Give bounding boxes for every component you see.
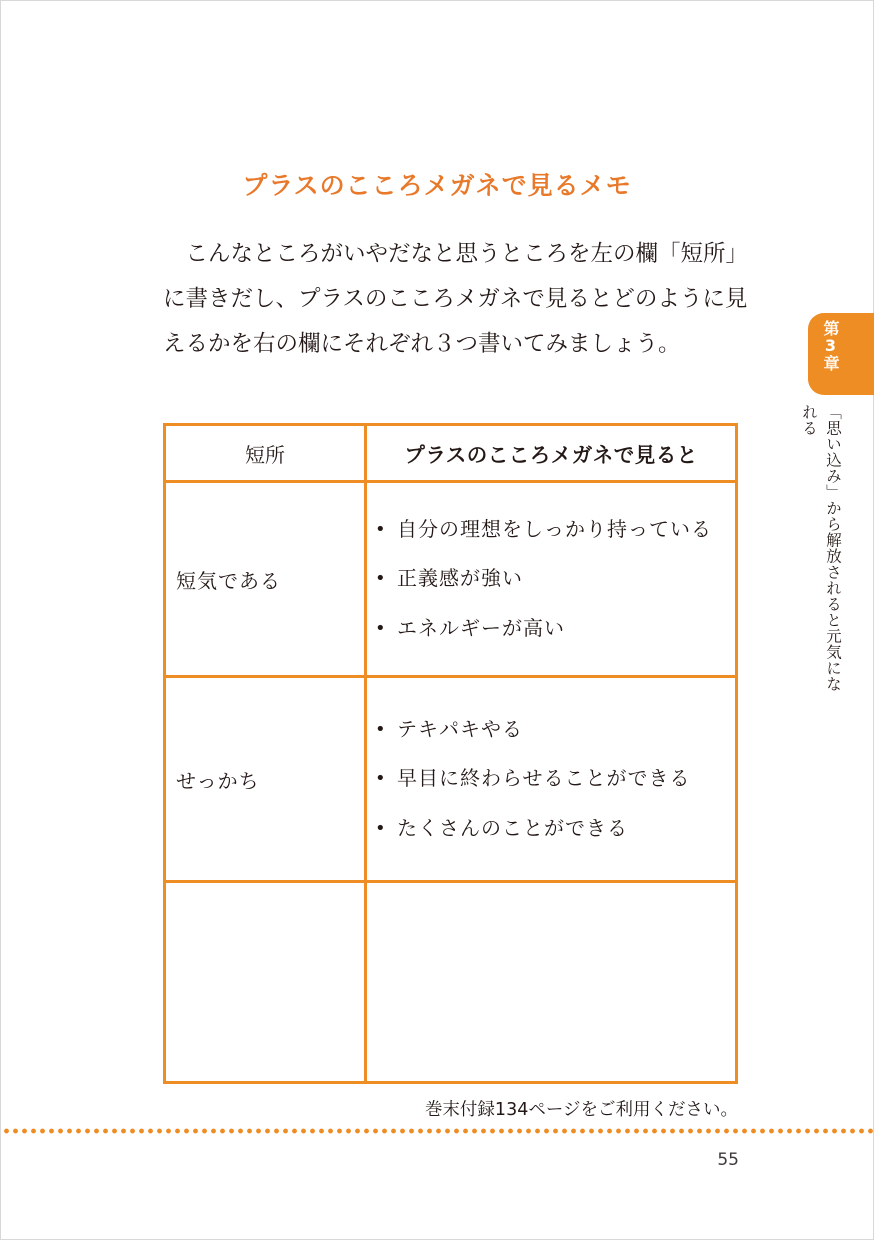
list-item bbox=[375, 754, 735, 804]
bullet-icon: • bbox=[375, 718, 387, 740]
page-title: プラスのこころメガネで見るメモ bbox=[242, 171, 632, 200]
intro-line: こんなところがいやだなと思うところを左の欄「短所」 bbox=[163, 241, 749, 267]
positives-cell bbox=[366, 677, 737, 882]
table-header-row bbox=[165, 425, 737, 482]
positive-text: 自分の理想をしっかり持っている bbox=[397, 516, 713, 541]
intro-line: えるかを右の欄にそれぞれ３つ書いてみましょう。 bbox=[163, 331, 681, 357]
positive-text: エネルギーが高い bbox=[397, 615, 566, 640]
bullet-icon: • bbox=[375, 617, 387, 639]
chapter-tab-label: 第3章 bbox=[821, 320, 840, 371]
positive-text: たくさんのことができる bbox=[397, 815, 629, 840]
positives-cell bbox=[366, 482, 737, 677]
table-row-blank bbox=[165, 882, 737, 1083]
positives-cell-blank[interactable] bbox=[366, 882, 737, 1083]
intro-line: に書きだし、プラスのこころメガネで見るとどのように見 bbox=[163, 286, 748, 312]
intro-paragraph bbox=[163, 232, 753, 367]
positive-text: 正義感が強い bbox=[397, 566, 524, 591]
chapter-side-caption: 「思い込み」から解放されると元気になれる bbox=[800, 404, 842, 692]
positives-list bbox=[367, 705, 735, 854]
positive-text: 早目に終わらせることができる bbox=[397, 766, 691, 791]
footnote: 巻末付録134ページをご利用ください。 bbox=[424, 1100, 738, 1120]
bullet-icon: • bbox=[375, 568, 387, 590]
bullet-icon: • bbox=[375, 768, 387, 790]
list-item bbox=[375, 804, 735, 854]
header-plus-view: プラスのこころメガネで見ると bbox=[366, 425, 737, 482]
table-row bbox=[165, 677, 737, 882]
dotted-divider bbox=[2, 1128, 874, 1134]
list-item bbox=[375, 604, 735, 654]
shortfall-cell-blank[interactable] bbox=[165, 882, 366, 1083]
header-shortfall: 短所 bbox=[165, 425, 366, 482]
shortfall-cell bbox=[165, 677, 366, 882]
list-item bbox=[375, 505, 735, 555]
list-item bbox=[375, 554, 735, 604]
bullet-icon: • bbox=[375, 817, 387, 839]
positives-list bbox=[367, 505, 735, 654]
bullet-icon: • bbox=[375, 518, 387, 540]
list-item bbox=[375, 705, 735, 755]
shortfall-text: 短気である bbox=[176, 568, 281, 593]
shortfall-cell bbox=[165, 482, 366, 677]
memo-table bbox=[163, 423, 738, 1084]
shortfall-text: せっかち bbox=[176, 768, 260, 793]
positive-text: テキパキやる bbox=[397, 716, 524, 741]
table-row bbox=[165, 482, 737, 677]
page-number: 55 bbox=[717, 1150, 739, 1170]
